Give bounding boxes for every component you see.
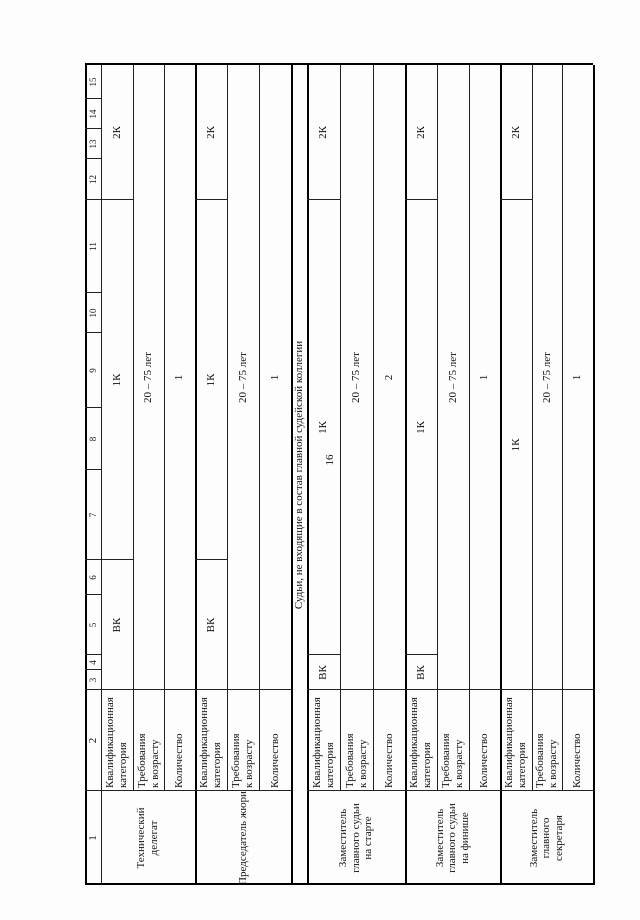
count-value: 1: [173, 374, 186, 381]
category-1k: 1К: [414, 421, 427, 434]
col-number-14: 14: [87, 109, 98, 119]
column-divider: [85, 128, 101, 129]
row-count-label: Количество: [173, 733, 186, 788]
row-position-label: Технический делегат: [135, 807, 160, 869]
category-2k: 2К: [414, 126, 427, 139]
column-divider: [85, 199, 133, 200]
row-age-label: Требования к возрасту: [440, 733, 465, 788]
row-count-label: Количество: [268, 733, 281, 788]
row-divider: [164, 65, 165, 791]
col-number-15: 15: [87, 77, 98, 87]
age-value: 20 – 75 лет: [540, 352, 553, 403]
section-divider: [500, 65, 502, 885]
row-qual-label: Квалификационная категория: [503, 697, 528, 788]
row-divider: [227, 65, 228, 791]
col-number-2: 2: [86, 737, 99, 744]
category-2k: 2К: [204, 126, 217, 139]
row-age-label: Требования к возрасту: [534, 733, 559, 788]
category-divider: [405, 654, 437, 655]
row-age-label: Требования к возрасту: [135, 733, 161, 788]
category-vk: ВК: [110, 617, 123, 633]
column-divider: [307, 689, 593, 690]
row-divider: [562, 65, 563, 791]
column-divider: [85, 790, 291, 791]
col-number-1: 1: [86, 835, 99, 841]
table-border-top: [85, 65, 87, 885]
column-divider: [307, 790, 593, 791]
age-value: 20 – 75 лет: [350, 352, 363, 403]
row-divider: [437, 65, 438, 791]
age-value: 20 – 75 лет: [446, 352, 459, 403]
category-vk: ВК: [317, 665, 330, 680]
col-number-4: 4: [87, 660, 98, 665]
section-divider: [195, 65, 197, 885]
column-divider: [85, 98, 101, 99]
column-divider: [85, 594, 101, 595]
row-divider: [373, 65, 374, 791]
page-number: 16: [324, 454, 336, 466]
column-divider: [85, 469, 101, 470]
section-subheading: Судьи, не входящие в состав главной судейской коллегии: [292, 340, 305, 610]
category-2k: 2К: [317, 126, 330, 139]
table-border-bottom: [593, 65, 595, 885]
row-count-label: Количество: [571, 733, 584, 788]
column-divider: [85, 407, 101, 408]
category-1k: 1К: [317, 421, 330, 434]
col-number-10: 10: [87, 308, 98, 318]
row-divider: [133, 65, 134, 791]
row-position-label: Заместитель главного судьи на старте: [337, 803, 375, 873]
column-divider: [500, 199, 532, 200]
row-count-label: Количество: [478, 733, 491, 788]
row-position-label: Заместитель главного секретаря: [527, 808, 565, 868]
category-vk: ВК: [204, 617, 217, 633]
column-divider: [85, 158, 101, 159]
col-number-13: 13: [87, 139, 98, 149]
column-divider: [85, 669, 101, 670]
col-number-8: 8: [87, 436, 98, 442]
column-divider: [85, 559, 101, 560]
col-number-11: 11: [87, 242, 98, 251]
row-count-label: Количество: [382, 733, 395, 788]
section-divider: [405, 65, 407, 885]
row-position-label: Заместитель главного судьи на финише: [433, 803, 471, 873]
col-number-6: 6: [87, 575, 98, 580]
age-value: 20 – 75 лет: [236, 352, 249, 403]
table-border-right: [85, 63, 593, 65]
column-divider: [85, 292, 101, 293]
column-divider: [195, 199, 227, 200]
category-divider: [195, 559, 227, 560]
row-divider: [469, 65, 470, 791]
column-divider: [85, 654, 101, 655]
column-divider: [405, 199, 437, 200]
category-2k: 2К: [509, 126, 522, 139]
col-number-12: 12: [87, 175, 98, 184]
age-value: 20 – 75 лет: [142, 352, 155, 403]
row-divider: [340, 65, 341, 791]
category-2k: 2К: [110, 126, 123, 139]
row-age-label: Требования к возрасту: [230, 733, 255, 788]
category-1k: 1К: [204, 373, 217, 387]
column-divider: [85, 689, 291, 690]
count-value: 1: [478, 374, 491, 381]
section-divider: [307, 65, 309, 885]
category-divider: [101, 559, 133, 560]
col-number-5: 5: [87, 622, 98, 628]
row-qual-label: Квалификационная категория: [198, 697, 223, 788]
section-divider: [291, 65, 293, 885]
table-border-left: [85, 883, 593, 885]
count-value: 1: [571, 374, 584, 381]
column-divider: [307, 199, 340, 200]
col-number-7: 7: [87, 512, 98, 518]
rotated-table: [85, 65, 615, 885]
row-age-label: Требования к возрасту: [343, 733, 369, 788]
col-number-3: 3: [87, 677, 98, 683]
column-divider: [85, 332, 101, 333]
row-divider: [532, 65, 533, 791]
category-vk: ВК: [414, 665, 427, 680]
count-value: 1: [268, 374, 281, 381]
col-number-9: 9: [87, 368, 98, 373]
header-divider: [101, 65, 102, 885]
row-position-label: Председатель жюри: [236, 791, 249, 885]
category-1k: 1К: [110, 373, 123, 387]
row-qual-label: Квалификационная категория: [104, 697, 129, 788]
count-value: 2: [382, 374, 395, 381]
row-qual-label: Квалификационная категория: [310, 697, 336, 788]
row-divider: [259, 65, 260, 791]
category-divider: [307, 654, 340, 655]
category-1k: 1К: [509, 438, 522, 452]
row-qual-label: Квалификационная категория: [408, 697, 433, 788]
